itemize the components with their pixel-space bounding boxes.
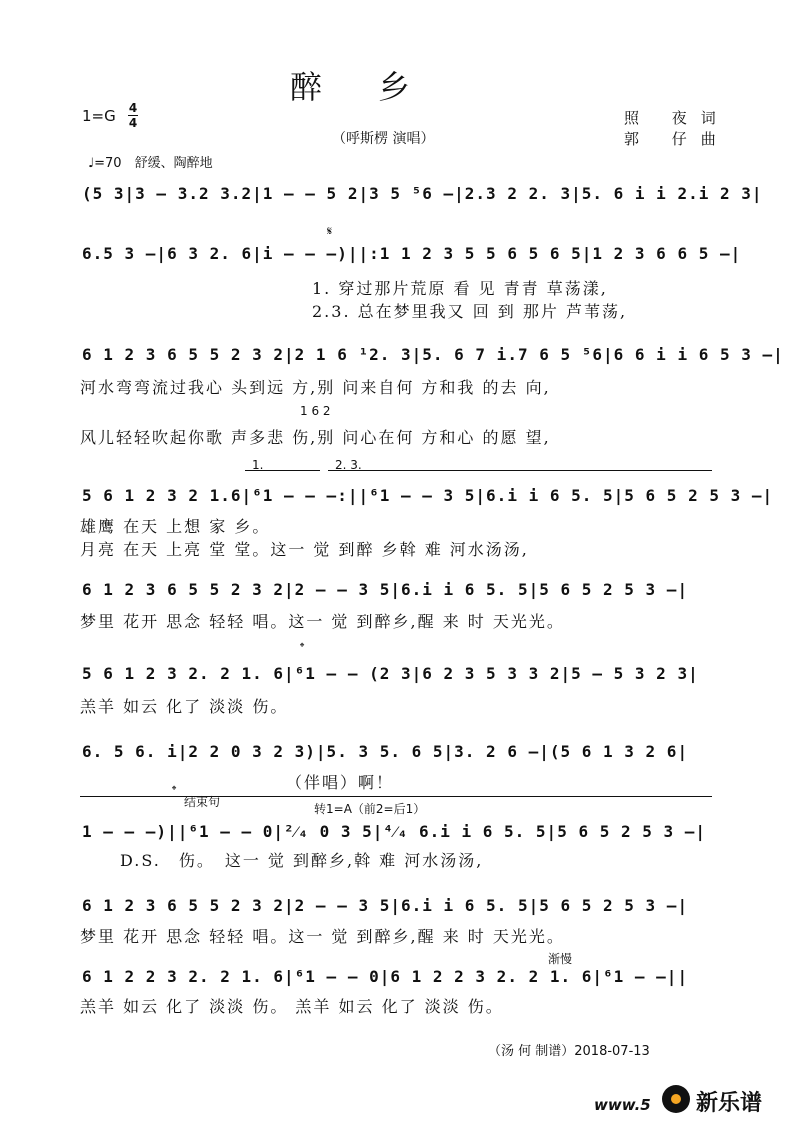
volta-1-label: 1. <box>252 458 264 472</box>
notation-line-9: 6 1 2 3 6 5 5 2 3 2|2 – – 3 5|6.i i 6 5. 5|5 6 5 2 5 3 –| <box>82 896 689 915</box>
ritard-marking: 渐慢 <box>548 952 573 966</box>
singer-credit: （呼斯楞 演唱） <box>332 131 435 147</box>
volta-23-label: 2. 3. <box>335 458 362 472</box>
lyric-line-9: 梦里 花开 思念 轻轻 唱。这一 觉 到醉乡,醒 来 时 天光光。 <box>80 927 565 946</box>
transcriber-credit: （汤 何 制谱）2018-07-13 <box>488 1044 650 1059</box>
lyric-line-5: 梦里 花开 思念 轻轻 唱。这一 觉 到醉乡,醒 来 时 天光光。 <box>80 612 565 631</box>
notation-line-8: 1 – – –)||⁶1 – – 0|²⁄₄ 0 3 5|⁴⁄₄ 6.i i 6 5. 5|5 6 5 2 5 3 –| <box>82 822 707 841</box>
notation-line-6: 5 6 1 2 3 2. 2 1. 6|⁶1 – – (2 3|6 2 3 5 3 3 2|5 – 5 3 2 3| <box>82 664 699 683</box>
segno-marker: 𝄋 <box>327 224 333 238</box>
notation-line-7: 6. 5 6. i|2 2 0 3 2 3)|5. 3 5. 6 5|3. 2 6 –|(5 6 1 3 2 6| <box>82 742 689 761</box>
meter-bottom: 4 <box>128 116 138 130</box>
lyric-line-3-verse-2: 风儿轻轻吹起你歌 声多悲 伤,别 问心在何 方和心 的愿 望, <box>80 428 551 447</box>
tempo-marking: ♩=70 舒缓、陶醉地 <box>88 156 213 171</box>
lyric-line-3-verse-1: 河水弯弯流过我心 头到远 方,别 问来自何 方和我 的去 向, <box>80 378 551 397</box>
lyric-line-7: （伴唱）啊！ <box>286 773 395 792</box>
lyric-line-4-verse-1: 雄鹰 在天 上想 家 乡。 <box>80 517 271 536</box>
meter-top: 4 <box>128 101 138 115</box>
record-icon <box>662 1085 690 1113</box>
notation-line-2: 6.5 3 –|6 3 2. 6|i – – –)||:1 1 2 3 5 5 6 5 6 5|1 2 3 6 6 5 –| <box>82 244 742 263</box>
page-title: 醉 乡 <box>290 68 423 106</box>
notation-line-10: 6 1 2 2 3 2. 2 1. 6|⁶1 – – 0|6 1 2 2 3 2. 2 1. 6|⁶1 – –|| <box>82 967 689 986</box>
notation-line-5: 6 1 2 3 6 5 5 2 3 2|2 – – 3 5|6.i i 6 5. 5|5 6 5 2 5 3 –| <box>82 580 689 599</box>
notation-line-1: (5 3|3 – 3.2 3.2|1 – – 5 2|3 5 ⁵6 –|2.3 2 2. 3|5. 6 i i 2.i 2 3| <box>82 184 763 203</box>
lyric-line-8: D.S. 伤。 这一 觉 到醉乡,斡 难 河水汤汤, <box>120 851 484 870</box>
coda-marker: 𝄌 <box>300 640 305 654</box>
notation-line-3: 6 1 2 3 6 5 5 2 3 2|2 1 6 ¹2. 3|5. 6 7 i.7 6 5 ⁵6|6 6 i i 6 5 3 –| <box>82 345 784 364</box>
time-signature <box>128 102 138 129</box>
lyric-line-2-verse-1: 1. 穿过那片荒原 看 见 青青 草荡漾, <box>312 279 608 298</box>
key-signature: 1=G <box>82 107 116 125</box>
lyricist-credit: 照 夜词 <box>624 109 730 127</box>
lyric-line-2-verse-2: 2.3. 总在梦里我又 回 到 那片 芦苇荡, <box>312 302 628 321</box>
lyric-line-4-verse-2: 月亮 在天 上亮 堂 堂。这一 觉 到醉 乡斡 难 河水汤汤, <box>80 540 529 559</box>
modulation-label: 转1=A（前2=后1） <box>314 802 426 816</box>
grace-note-group: 1 6 2 <box>300 404 331 418</box>
coda-label: 结束句 <box>184 795 221 809</box>
lyric-line-6: 羔羊 如云 化了 淡淡 伤。 <box>80 697 289 716</box>
site-logo: 新乐谱 <box>696 1091 763 1116</box>
lyric-line-10: 羔羊 如云 化了 淡淡 伤。 羔羊 如云 化了 淡淡 伤。 <box>80 997 504 1016</box>
coda-marker-2: 𝄌 <box>172 783 177 797</box>
watermark-url: www.5 <box>594 1096 651 1114</box>
notation-line-4: 5 6 1 2 3 2 1.6|⁶1 – – –:||⁶1 – – 3 5|6.i i 6 5. 5|5 6 5 2 5 3 –| <box>82 486 774 505</box>
composer-credit: 郭 仔曲 <box>624 130 730 148</box>
